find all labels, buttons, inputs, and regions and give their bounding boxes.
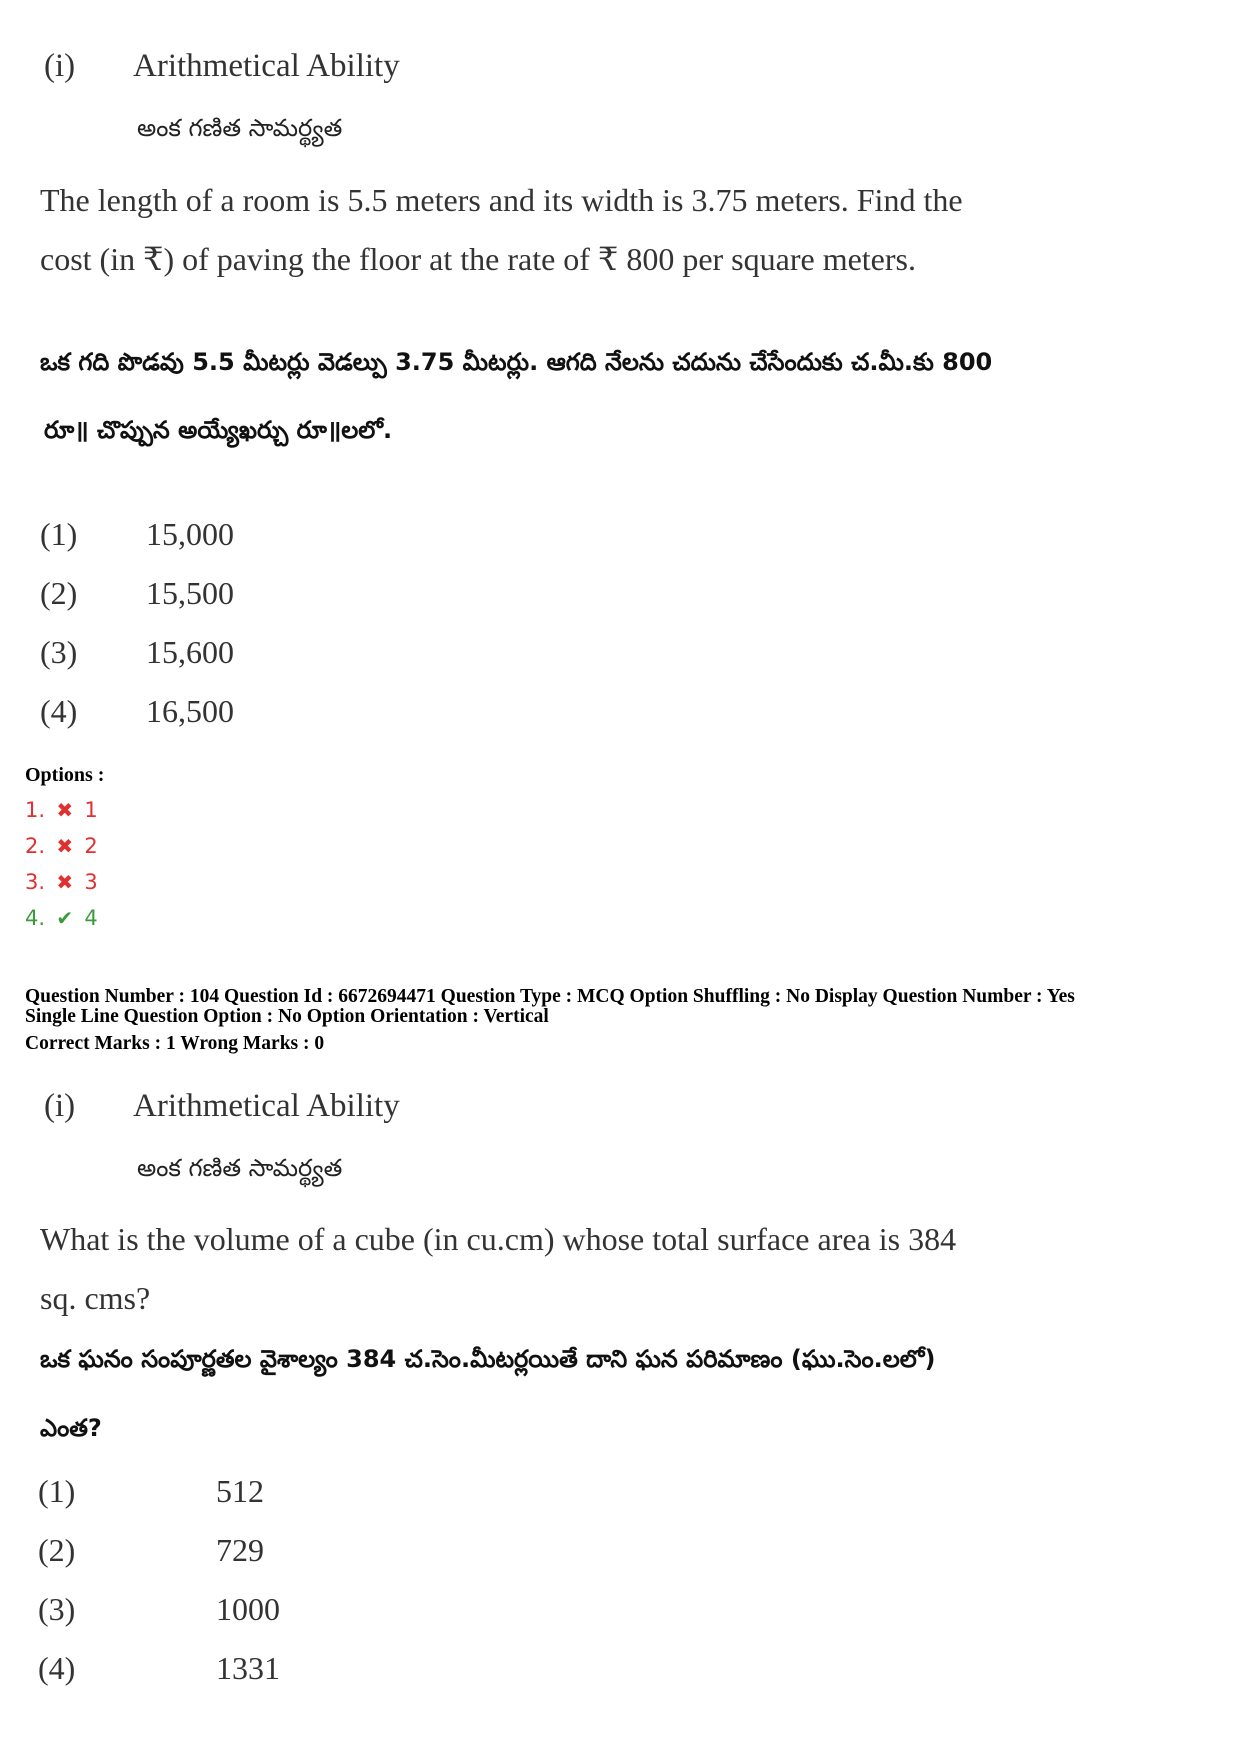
question-text-telugu-line2: రూ॥ చొప్పున అయ్యేఖర్చు రూ॥లలో. xyxy=(44,416,393,444)
option-number: (4) xyxy=(40,693,78,729)
option-number: (2) xyxy=(38,1532,76,1568)
question-text-telugu-line1: ఒక గది పొడవు 5.5 మీటర్లు వెడల్పు 3.75 మీటర్లు. ఆగది నేలను చదును చేసేందుకు చ.మీ.కు 800 xyxy=(40,348,993,376)
question-line: sq. cms? xyxy=(40,1280,151,1316)
option-value: 15,000 xyxy=(146,516,234,552)
option-value: 729 xyxy=(216,1532,264,1568)
option-value: 16,500 xyxy=(146,693,234,729)
question-text-telugu-line2: ఎంత? xyxy=(40,1414,102,1442)
section-number: (i) xyxy=(44,1088,76,1124)
option-value: 15,600 xyxy=(146,634,234,670)
option-value: 15,500 xyxy=(146,575,234,611)
option-label: 4 xyxy=(84,906,98,930)
graded-option xyxy=(25,900,98,936)
wrong-icon: ✖ xyxy=(56,870,74,894)
section-title-telugu: అంక గణిత సామర్థ్యత xyxy=(137,114,343,142)
question-meta xyxy=(25,987,1075,1054)
graded-option-list xyxy=(25,792,98,936)
check-icon: ✔ xyxy=(56,906,74,930)
wrong-icon: ✖ xyxy=(56,798,74,822)
options-label: Options : xyxy=(25,764,105,786)
option-label: 3 xyxy=(84,870,98,894)
question-text-english xyxy=(40,1210,1080,1328)
graded-option xyxy=(25,828,98,864)
option-number: (1) xyxy=(38,1473,76,1509)
meta-line: Single Line Question Option : No Option Orientation : Vertical xyxy=(25,1006,549,1027)
question-text-telugu-line1: ఒక ఘనం సంపూర్ణతల వైశాల్యం 384 చ.సెం.మీటర్లయితే దాని ఘన పరిమాణం (ఘు.సెం.లలో) xyxy=(40,1345,936,1373)
option-value: 1000 xyxy=(216,1591,280,1627)
option-number: (3) xyxy=(38,1591,76,1627)
option-value: 1331 xyxy=(216,1650,280,1686)
question-line: The length of a room is 5.5 meters and its width is 3.75 meters. Find the xyxy=(40,182,963,218)
option-index: 4. xyxy=(25,906,46,930)
option-label: 1 xyxy=(84,798,98,822)
section-title: Arithmetical Ability xyxy=(133,48,400,84)
section-number: (i) xyxy=(44,48,76,84)
option-number: (1) xyxy=(40,516,78,552)
option-number: (2) xyxy=(40,575,78,611)
question-line: What is the volume of a cube (in cu.cm) whose total surface area is 384 xyxy=(40,1221,957,1257)
meta-line: Question Number : 104 Question Id : 6672694471 Question Type : MCQ Option Shuffling : No Display Question Number : Yes xyxy=(25,986,1075,1007)
option-index: 3. xyxy=(25,870,46,894)
option-index: 1. xyxy=(25,798,46,822)
option-number: (4) xyxy=(38,1650,76,1686)
option-number: (3) xyxy=(40,634,78,670)
option-index: 2. xyxy=(25,834,46,858)
question-line: cost (in ₹) of paving the floor at the rate of ₹ 800 per square meters. xyxy=(40,241,916,277)
option-label: 2 xyxy=(84,834,98,858)
section-title: Arithmetical Ability xyxy=(133,1088,400,1124)
section-title-telugu: అంక గణిత సామర్థ్యత xyxy=(137,1154,343,1182)
option-value: 512 xyxy=(216,1473,264,1509)
question-text-english xyxy=(40,171,1080,289)
wrong-icon: ✖ xyxy=(56,834,74,858)
graded-option xyxy=(25,864,98,900)
meta-marks: Correct Marks : 1 Wrong Marks : 0 xyxy=(25,1033,325,1054)
graded-option xyxy=(25,792,98,828)
